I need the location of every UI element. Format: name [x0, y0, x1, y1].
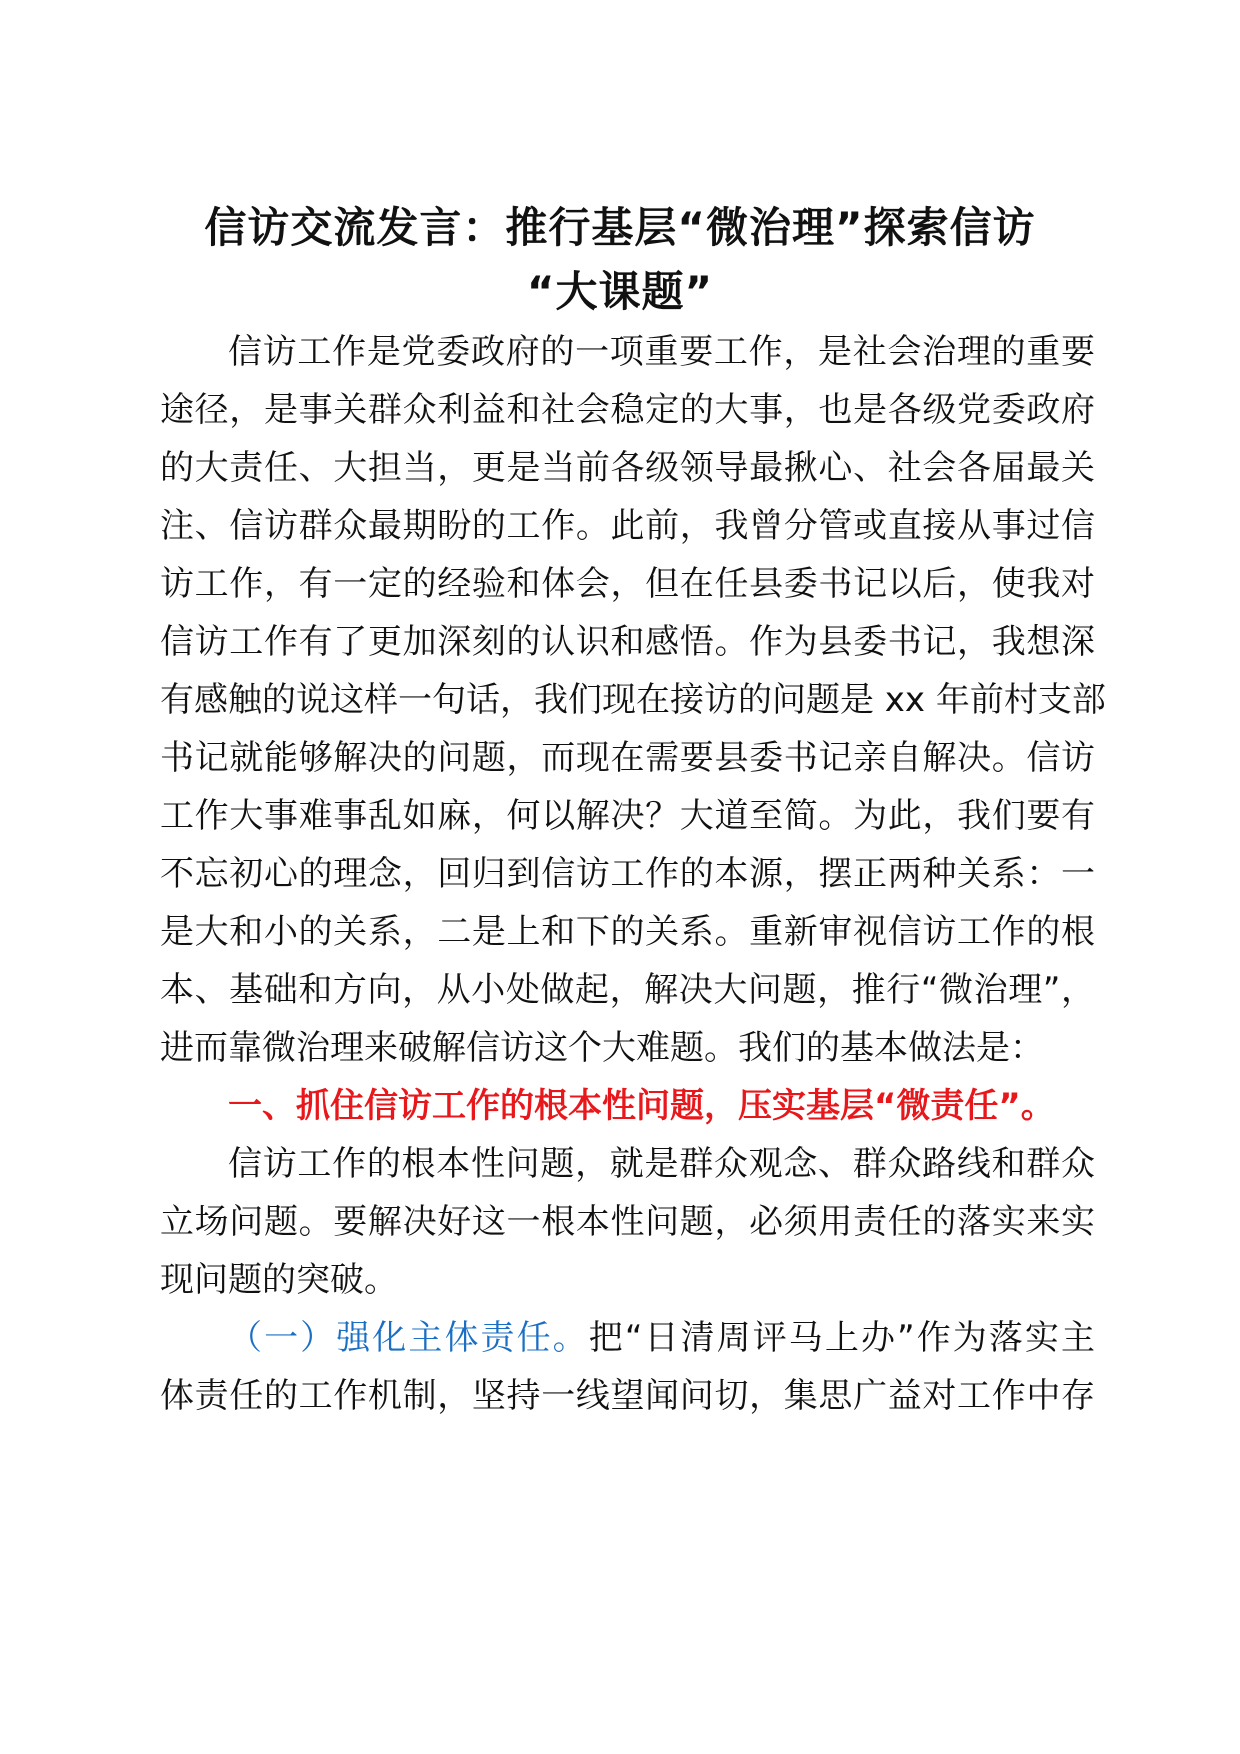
- paragraph-1-line-8: 书记就能够解决的问题，而现在需要县委书记亲自解决。信访: [160, 738, 1095, 778]
- paragraph-1-line-13: 进而靠微治理来破解信访这个大难题。我们的基本做法是：: [160, 1028, 1044, 1068]
- paragraph-1-line-10: 不忘初心的理念，回归到信访工作的本源，摆正两种关系：一: [160, 854, 1095, 894]
- paragraph-1-line-3: 的大责任、大担当，更是当前各级领导最揪心、社会各届最关: [160, 448, 1095, 488]
- subsection-1-text: 把“日清周评马上办”作为落实主: [588, 1318, 1096, 1358]
- subsection-1-line-2: 体责任的工作机制，坚持一线望闻问切，集思广益对工作中存: [160, 1376, 1095, 1416]
- paragraph-1-line-4: 注、信访群众最期盼的工作。此前，我曾分管或直接从事过信: [160, 506, 1095, 546]
- section-heading-1: 一、抓住信访工作的根本性问题，压实基层“微责任”。: [228, 1086, 1055, 1126]
- paragraph-1-line-5: 访工作，有一定的经验和体会，但在任县委书记以后，使我对: [160, 564, 1095, 604]
- paragraph-1-line-12: 本、基础和方向，从小处做起，解决大问题，推行“微治理”，: [160, 970, 1095, 1010]
- paragraph-1-line-1: 信访工作是党委政府的一项重要工作，是社会治理的重要: [228, 332, 1095, 372]
- paragraph-1-line-11: 是大和小的关系，二是上和下的关系。重新审视信访工作的根: [160, 912, 1095, 952]
- paragraph-1-line-9: 工作大事难事乱如麻，何以解决？大道至简。为此，我们要有: [160, 796, 1095, 836]
- document-title-line-2: “大课题”: [526, 267, 714, 316]
- paragraph-1-line-6: 信访工作有了更加深刻的认识和感悟。作为县委书记，我想深: [160, 622, 1095, 662]
- paragraph-2-line-1: 信访工作的根本性问题，就是群众观念、群众路线和群众: [228, 1144, 1095, 1184]
- subsection-1-line-1: [228, 1316, 1095, 1360]
- paragraph-2-line-3: 现问题的突破。: [160, 1260, 398, 1300]
- document-title-line-1: 信访交流发言：推行基层“微治理”探索信访: [204, 203, 1036, 252]
- subsection-1-label: （一）强化主体责任。: [228, 1318, 589, 1358]
- paragraph-2-line-2: 立场问题。要解决好这一根本性问题，必须用责任的落实来实: [160, 1202, 1095, 1242]
- paragraph-1-line-7: 有感触的说这样一句话，我们现在接访的问题是 xx 年前村支部: [160, 680, 1106, 720]
- paragraph-1-line-2: 途径，是事关群众利益和社会稳定的大事，也是各级党委政府: [160, 390, 1095, 430]
